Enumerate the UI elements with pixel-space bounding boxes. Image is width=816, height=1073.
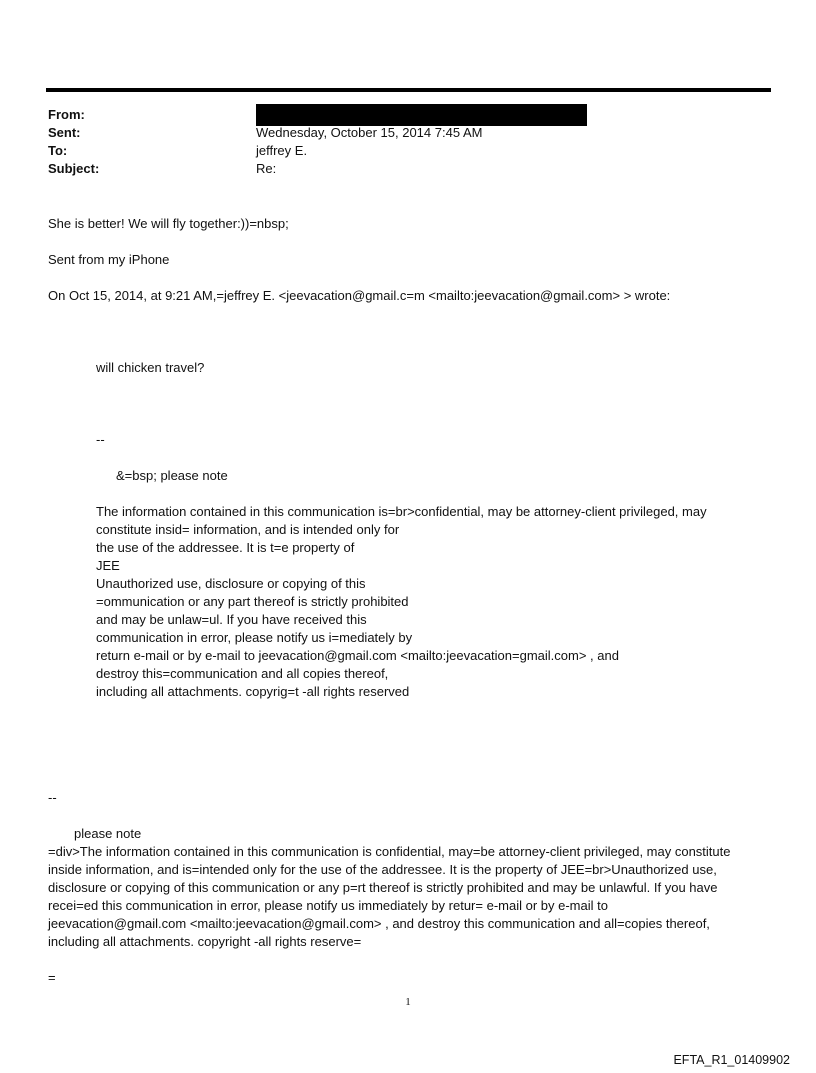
redaction-bar bbox=[256, 104, 587, 126]
signature-line: Sent from my iPhone bbox=[48, 252, 170, 267]
quoted-note: &=bsp; please note bbox=[116, 468, 228, 483]
disclaimer-line: The information contained in this communication is=br>confidential, may be attorney-client privileged, may bbox=[96, 504, 707, 519]
disclaimer-line: disclosure or copying of this communication or any p=rt thereof is strictly prohibited and may be unlawful. If you have bbox=[48, 880, 718, 895]
document-id: EFTA_R1_01409902 bbox=[673, 1053, 790, 1067]
disclaimer-line: destroy this=communication and all copies thereof, bbox=[96, 666, 389, 681]
disclaimer-line: including all attachments. copyrig=t -all rights reserved bbox=[96, 684, 410, 699]
separator-2: -- bbox=[48, 790, 57, 805]
trailing-equals: = bbox=[48, 970, 56, 985]
to-value: jeffrey E. bbox=[256, 143, 308, 158]
header-rule bbox=[46, 88, 771, 92]
quoted-disclaimer bbox=[96, 503, 707, 701]
disclaimer-line: constitute insid= information, and is intended only for bbox=[96, 522, 400, 537]
from-row bbox=[48, 106, 748, 124]
disclaimer-line: =div>The information contained in this communication is confidential, may=be attorney-client privileged, may constitute bbox=[48, 844, 731, 859]
to-row bbox=[48, 142, 748, 160]
sent-value: Wednesday, October 15, 2014 7:45 AM bbox=[256, 125, 483, 140]
email-header bbox=[48, 106, 748, 178]
disclaimer-line: and may be unlaw=ul. If you have received this bbox=[96, 612, 367, 627]
disclaimer-2 bbox=[48, 843, 731, 951]
from-label: From: bbox=[48, 107, 85, 122]
quoted-separator: -- bbox=[96, 432, 105, 447]
disclaimer-line: communication in error, please notify us i=mediately by bbox=[96, 630, 413, 645]
to-label: To: bbox=[48, 143, 68, 158]
disclaimer-line: jeevacation@gmail.com <mailto:jeevacation@gmail.com> , and destroy this communication and all=copies thereof, bbox=[48, 916, 710, 931]
disclaimer-line: =ommunication or any part thereof is strictly prohibited bbox=[96, 594, 409, 609]
quoted-question: will chicken travel? bbox=[96, 360, 205, 375]
page-number: 1 bbox=[405, 996, 411, 1008]
disclaimer-line: JEE bbox=[96, 558, 120, 573]
disclaimer-line: return e-mail or by e-mail to jeevacation@gmail.com <mailto:jeevacation=gmail.com> , and bbox=[96, 648, 619, 663]
quote-attribution: On Oct 15, 2014, at 9:21 AM,=jeffrey E. <jeevacation@gmail.c=m <mailto:jeevacation@gmail.com> > wrote: bbox=[48, 288, 671, 303]
note-2: please note bbox=[74, 826, 142, 841]
sent-label: Sent: bbox=[48, 125, 81, 140]
disclaimer-line: the use of the addressee. It is t=e property of bbox=[96, 540, 355, 555]
message-line-1: She is better! We will fly together:))=nbsp; bbox=[48, 216, 289, 231]
subject-row bbox=[48, 160, 748, 178]
disclaimer-line: Unauthorized use, disclosure or copying of this bbox=[96, 576, 366, 591]
disclaimer-line: including all attachments. copyright -all rights reserve= bbox=[48, 934, 362, 949]
subject-label: Subject: bbox=[48, 161, 100, 176]
disclaimer-line: recei=ed this communication in error, please notify us immediately by retur= e-mail or by e-mail to bbox=[48, 898, 608, 913]
sent-row bbox=[48, 124, 748, 142]
disclaimer-line: inside information, and is=intended only for the use of the addressee. It is the property of JEE=br>Unauthorized use, bbox=[48, 862, 717, 877]
subject-value: Re: bbox=[256, 161, 277, 176]
